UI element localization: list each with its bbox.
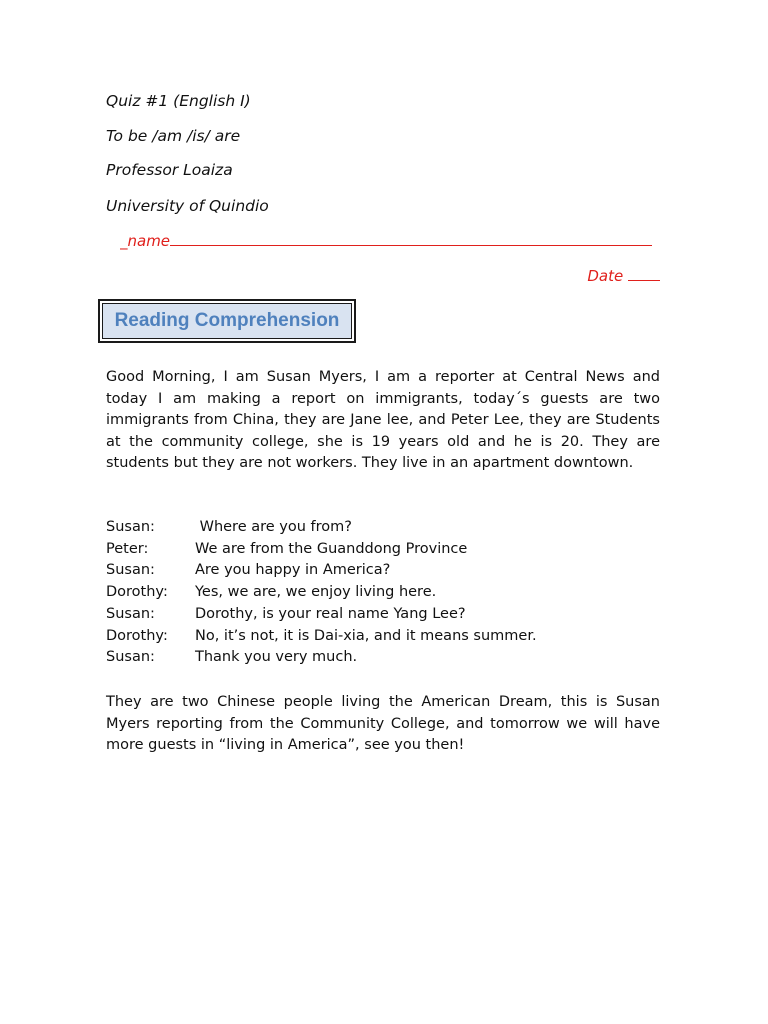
dialogue-line: No, it’s not, it is Dai-xia, and it means summer. bbox=[195, 627, 537, 644]
name-label: _name bbox=[120, 232, 171, 250]
date-label: Date bbox=[587, 267, 628, 285]
dialogue-row bbox=[106, 560, 660, 582]
dialogue-line: Thank you very much. bbox=[195, 649, 358, 666]
dialogue-line: Yes, we are, we enjoy living here. bbox=[195, 584, 437, 601]
date-field bbox=[587, 265, 660, 286]
section-title: Reading Comprehension bbox=[102, 303, 352, 339]
dialogue-row bbox=[106, 626, 660, 648]
intro-paragraph: Good Morning, I am Susan Myers, I am a reporter at Central News and today I am making a report on immigrants, today´s guests are two immigrants from China, they are Jane lee, and Peter Lee, they are Students at the community college, she is 19 years old and he is 20. They are students but they are not workers. They live in an apartment downtown. bbox=[106, 369, 660, 472]
dialogue-row bbox=[106, 539, 660, 561]
quiz-title: Quiz #1 (English I) bbox=[106, 92, 251, 110]
dialogue-speaker: Susan: bbox=[106, 562, 155, 579]
dialogue-row bbox=[106, 604, 660, 626]
dialogue-speaker: Dorothy: bbox=[106, 584, 168, 601]
dialogue-speaker: Dorothy: bbox=[106, 627, 168, 644]
closing-paragraph: They are two Chinese people living the American Dream, this is Susan Myers reporting from the Community College, and tomorrow we will have more guests in “living in America”, see you then! bbox=[106, 694, 660, 754]
dialogue-row bbox=[106, 517, 660, 539]
dialogue-line: Where are you from? bbox=[195, 519, 352, 535]
dialogue-line: Are you happy in America? bbox=[195, 562, 391, 579]
dialogue-row bbox=[106, 647, 660, 669]
quiz-topic: To be /am /is/ are bbox=[106, 127, 241, 145]
dialogue-block bbox=[106, 517, 660, 669]
dialogue-line: Dorothy, is your real name Yang Lee? bbox=[195, 605, 466, 622]
dialogue-speaker: Susan: bbox=[106, 519, 155, 535]
section-title-box bbox=[98, 299, 356, 343]
dialogue-row bbox=[106, 582, 660, 604]
dialogue-speaker: Susan: bbox=[106, 605, 155, 622]
student-name-field bbox=[120, 230, 660, 251]
date-blank-line bbox=[628, 265, 660, 281]
name-blank-line bbox=[170, 230, 652, 246]
university-name: University of Quindio bbox=[106, 197, 269, 215]
dialogue-speaker: Susan: bbox=[106, 649, 155, 666]
dialogue-speaker: Peter: bbox=[106, 540, 149, 557]
dialogue-line: We are from the Guanddong Province bbox=[195, 540, 468, 557]
professor-name: Professor Loaiza bbox=[106, 161, 233, 179]
